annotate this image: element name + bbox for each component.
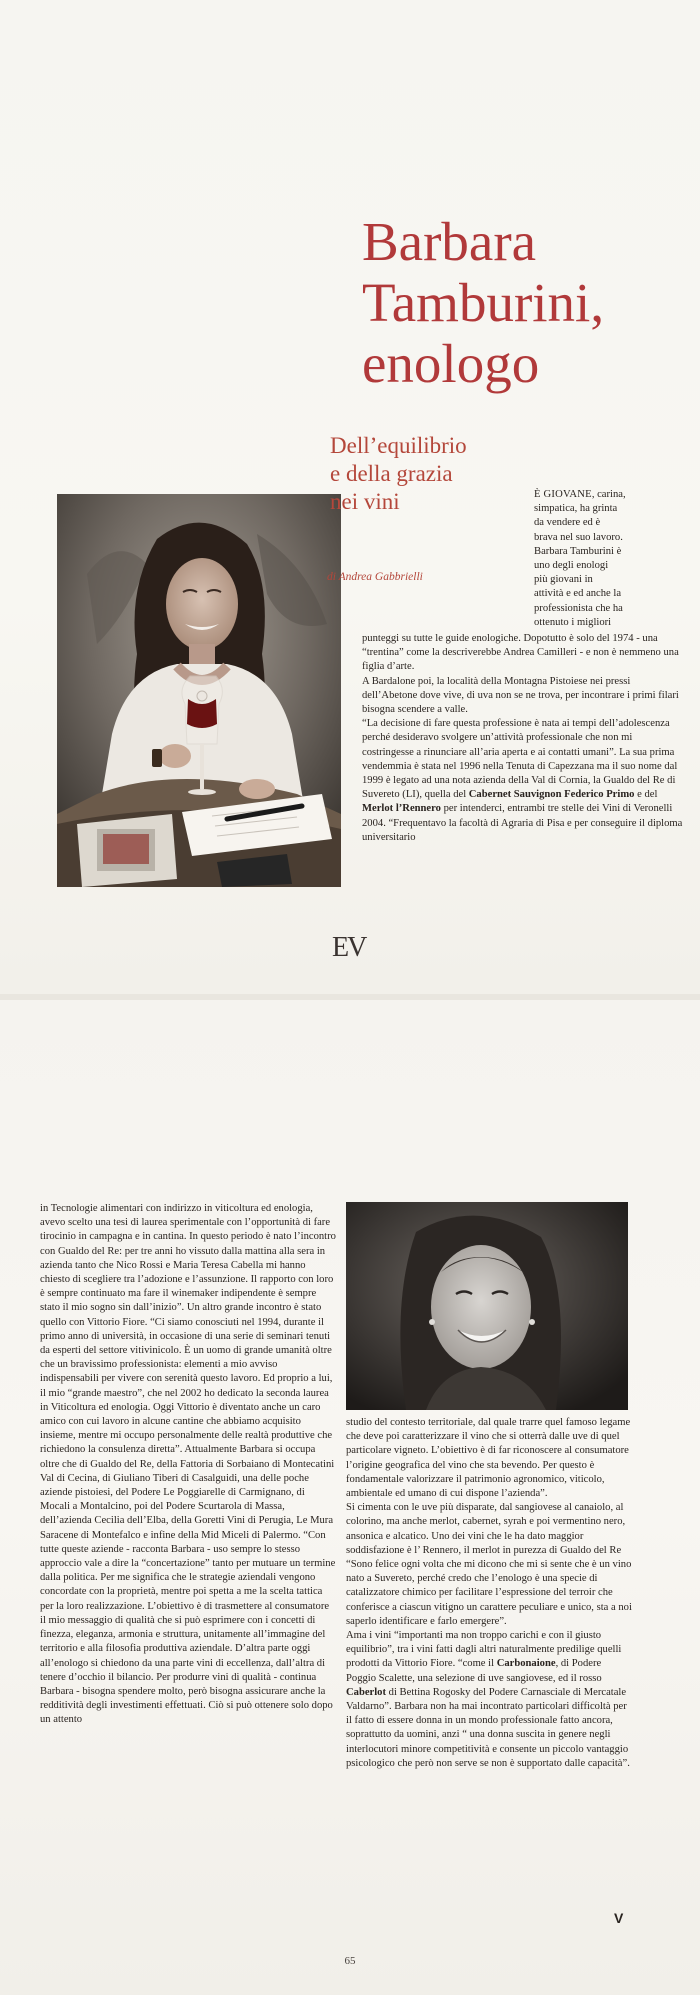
- end-of-article-mark: V: [614, 1910, 624, 1926]
- text-run: , di Podere Poggio Scalette, una selezione di uve sangiovese, ed il rosso: [346, 1658, 602, 1684]
- article-column-top: [362, 632, 684, 845]
- wine-name-bold: Merlot l’Rennero: [362, 803, 441, 815]
- headline-line: enologo: [362, 333, 540, 394]
- subtitle-line: e della grazia: [330, 461, 453, 486]
- text-run: Ama i vini “importanti ma non troppo carichi e con il giusto equilibrio”, tra i vini fatti dagli altri naturalmente predilige quelli prodotti da Vittorio Fiore. “come il: [346, 1630, 622, 1670]
- text-run: per intenderci, entrambi tre stelle dei Vini di Veronelli 2004. “Frequentavo la facoltà di Agraria di Pisa e per conseguire il diploma universitario: [362, 803, 683, 843]
- intro-line: brava nel suo lavoro.: [534, 531, 623, 543]
- intro-line: attività e ed anche la: [534, 588, 622, 600]
- intro-line: Barbara Tamburini è: [534, 545, 622, 557]
- magazine-page-bottom: [0, 1000, 700, 1995]
- portrait-photo-graphic: [57, 494, 341, 887]
- article-subtitle: [330, 432, 530, 516]
- intro-line: professionista che ha: [534, 602, 623, 614]
- paragraph: A Bardalone poi, la località della Montagna Pistoiese nei pressi dell’Abetone dove vive, di uva non se ne trova, per incontrare i primi filari bisogna scendere a valle.: [362, 675, 679, 716]
- text-run: e del: [634, 789, 658, 801]
- intro-narrow-column: [534, 488, 679, 630]
- intro-line: simpatica, ha grinta: [534, 503, 618, 515]
- intro-lead-in: È GIOVANE: [534, 489, 592, 500]
- paragraph: punteggi su tutte le guide enologiche. Dopotutto è solo del 1974 - una “trentina” come la descriverebbe Andrea Camilleri - e non è nemmeno una figlia d’arte.: [362, 633, 679, 673]
- text-run: “La decisione di fare questa professione è nata ai tempi dell’adolescenza perché desideravo svolgere un’attività professionale che non mi costringesse a rinunciare all’aria aperta e ai contatti umani”. La sua prima vendemmia è stata nel 1996 nella Tenuta di Capezzana ma il suo nome dal 1999 è legato ad una nota azienda della Val di Cornia, la Gualdo del Re di Suvereto (LI), quella del: [362, 718, 678, 801]
- wine-name-bold: Carbonaione: [496, 1658, 556, 1670]
- paragraph: studio del contesto territoriale, dal quale trarre quel famoso legame che deve poi caratterizzare il vino che si otterrà dalle uve di quel particolare vigneto. L’obiettivo è di far riconoscere al consumatore l’origine geografica del vino che sta bevendo. Per questo è fondamentale valorizzare il patrimonio agronomico, viticolo, ambientale ed umano di cui dispone l’azienda”.: [346, 1417, 631, 1500]
- intro-line: più giovani in: [534, 574, 593, 586]
- subtitle-line: Dell’equilibrio: [330, 433, 467, 458]
- paragraph: Si cimenta con le uve più disparate, dal sangiovese al canaiolo, al colorino, ma anche merlot, cabernet, syrah e poi vermentino nero, ansonica e alcatico. Uno dei vini che le ha dato maggior soddisfazione è l’ Rennero, il merlot in purezza di Gualdo del Re “Sono felice ogni volta che mi dicono che mi si sente che è un vino nato a Suvereto, perché credo che l’enologo è una specie di catalizzatore chimico per facilitare l’espressione del terroir che conferisce a ciascun vitigno un carattere peculiare e unico, sta a noi saperlo identificare e farlo emergere”.: [346, 1502, 632, 1627]
- article-column-right: [346, 1416, 632, 1771]
- article-column-left: [40, 1202, 336, 1728]
- paragraph: in Tecnologie alimentari con indirizzo in viticoltura ed enologia, avevo scelto una tesi di laurea sperimentale con l’opportunità di fare tirocinio in campagna e in cantina. In questo periodo è nato l’incontro con Gualdo del Re: per tre anni ho vissuto dalla mattina alla sera in azienda tanto che Nico Rossi e Maria Teresa Cabella mi hanno chiesto di scegliere tra l’adozione e l’assunzione. Il rapporto con loro è sempre continuato ma fare il winemaker indipendente è sempre stato il mio sogno sin dall’inizio”. Un altro grande incontro è stato quello con Vittorio Fiore. “Ci siamo conosciuti nel 1994, durante il primo anno di università, in occasione di una serie di seminari tenuti da esperti del settore vitivinicolo. È un uomo di grande umanità oltre che un bravissimo professionista: elementi a mio avviso indispensabili per vivere con serenità questo lavoro. Ed proprio a lui, il mio “grande maestro”, che nel 2002 ho dedicato la seconda laurea in Viticoltura ed enologia. Oggi Vittorio è diventato anche un caro amico con cui lavoro in alcune cantine che abbiamo acquisito insieme, mentre mi occupo personalmente delle realtà produttive che richiedono la consulenza diretta”. Attualmente Barbara si occupa oltre che di Gualdo del Re, della Fattoria di Sorbaiano di Montecatini Val di Cecina, di Giuliano Tiberi di Casalguidi, una delle poche aziende pistoiesi, del Podere Le Poggiarelle di Carmignano, di Mocali a Montalcino, poi del Podere Scurtarola di Massa, dell’azienda Cecilia dell’Elba, della Goretti Vini di Perugia, Le Mura Saracene di Montefalco e infine della Mid Miceli di Palermo. “Con tutte queste aziende - racconta Barbara - uso sempre lo stesso approccio vale a dire la “concertazione” tanto per mutuare un termine dalla politica. Per me significa che le strategie aziendali vengono concordate con la proprietà, mentre poi spetta a me la scelta tattica per la loro realizzazione. L’obiettivo è di trasmettere al consumatore il mio messaggio di qualità che si può esprimere con i concetti di finezza, eleganza, armonia e struttura, unitamente all’immagine del territorio e alla filosofia produttiva aziendale. D’altra parte oggi all’enologo si chiedono da una parte vini di eccellenza, dall’altra di tenere d’occhio il bilancio. Per produrre vini di qualità - continua Barbara - bisogna spendere molto, però bisogna assicurare anche la redditività degli investimenti effettuati. Ciò si può ottenere solo dopo un attento: [40, 1203, 336, 1726]
- paragraph: [362, 717, 684, 845]
- magazine-page-top: [0, 0, 700, 994]
- portrait-photo-wine-glass: [57, 494, 341, 887]
- portrait-photo-graphic: [346, 1202, 628, 1410]
- magazine-logo: EV: [332, 932, 366, 963]
- intro-line: da vendere ed è: [534, 517, 601, 529]
- subtitle-line: nei vini: [330, 489, 400, 514]
- intro-line: , carina,: [591, 489, 626, 500]
- headline-line: Barbara: [362, 211, 537, 272]
- text-run: di Bettina Rogosky del Podere Carnasciale di Mercatale Valdarno”. Barbara non ha mai incontrato particolari difficoltà per il fatto di essere donna in un mondo professionale fatto ancora, soprattutto da uomini, anzi “ una donna suscita in genere negli interlocutori minore competitività e consente un piccolo vantaggio psicologico che però non serve se non è supportato dalle capacità”.: [346, 1686, 630, 1769]
- author-byline: di Andrea Gabbrielli: [327, 571, 423, 583]
- headline-line: Tamburini,: [362, 272, 605, 333]
- paragraph: [346, 1629, 632, 1771]
- page-number: 65: [344, 1955, 356, 1967]
- intro-line: uno degli enologi: [534, 560, 609, 572]
- article-headline: [362, 211, 682, 394]
- intro-line: ottenuto i migliori: [534, 616, 612, 628]
- wine-name-bold: Caberlot: [346, 1686, 387, 1698]
- wine-name-bold: Cabernet Sauvignon Federico Primo: [468, 789, 635, 801]
- portrait-photo-smiling: [346, 1202, 628, 1410]
